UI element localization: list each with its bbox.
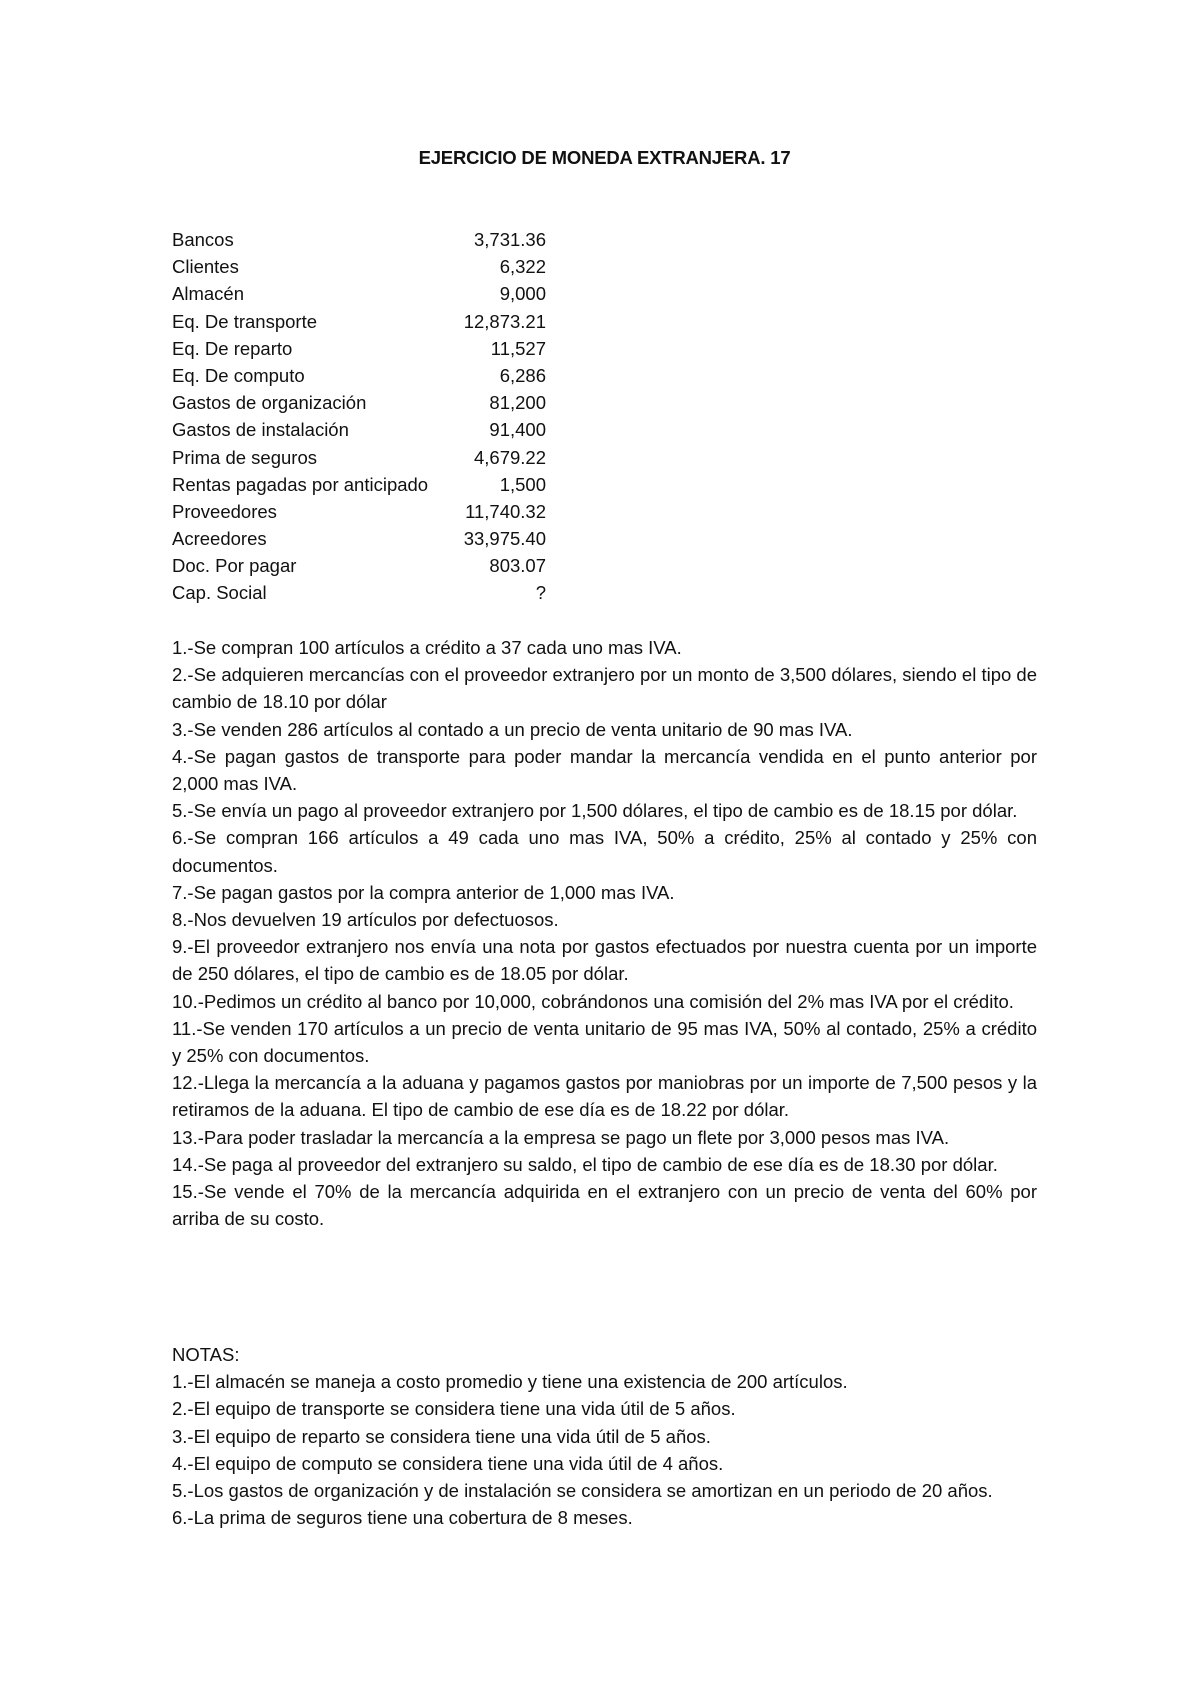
account-value: 11,527 [490,337,546,359]
exercise-item: 15.-Se vende el 70% de la mercancía adquirida en el extranjero con un precio de venta del 60% por arriba de su costo. [172,1181,1037,1230]
account-value: 803.07 [489,555,546,577]
note-item: 1.-El almacén se maneja a costo promedio y tiene una existencia de 200 artículos. [172,1371,848,1393]
account-name: Eq. De computo [172,364,305,386]
account-value: 6,286 [499,364,546,386]
exercise-item: 12.-Llega la mercancía a la aduana y pagamos gastos por maniobras por un importe de 7,500 pesos y la retiramos de la aduana. El tipo de cambio de ese día es de 18.22 por dólar. [172,1072,1037,1121]
account-row [172,253,592,280]
account-value: 91,400 [489,419,546,441]
account-value: 12,873.21 [463,310,546,332]
exercise-list [172,634,1037,1232]
account-value: 9,000 [499,283,546,305]
exercise-item: 13.-Para poder trasladar la mercancía a la empresa se pago un flete por 3,000 pesos mas IVA. [172,1126,950,1148]
account-value: ? [535,582,546,604]
account-row [172,362,592,389]
account-name: Rentas pagadas por anticipado [172,473,429,495]
note-item: 5.-Los gastos de organización y de instalación se considera se amortizan en un periodo de 20 años. [172,1480,993,1502]
account-row [172,226,592,253]
account-name: Gastos de organización [172,392,367,414]
account-row [172,280,592,307]
account-value: 11,740.32 [465,500,546,522]
account-name: Bancos [172,229,234,250]
exercise-item: 4.-Se pagan gastos de transporte para poder mandar la mercancía vendida en el punto anterior por 2,000 mas IVA. [172,745,1037,795]
account-name: Gastos de instalación [172,419,349,441]
account-name: Cap. Social [172,582,267,604]
account-value: 1,500 [499,473,546,495]
account-name: Proveedores [172,500,277,522]
account-value: 3,731.36 [473,229,546,250]
account-name: Clientes [172,256,239,278]
note-item: 2.-El equipo de transporte se considera tiene una vida útil de 5 años. [172,1398,736,1420]
account-row [172,525,592,552]
exercise-item: 6.-Se compran 166 artículos a 49 cada uno mas IVA, 50% a crédito, 25% al contado y 25% con documentos. [172,827,1037,876]
account-row [172,579,592,606]
exercise-item: 14.-Se paga al proveedor del extranjero su saldo, el tipo de cambio de ese día es de 18.30 por dólar. [172,1153,998,1175]
note-item: 6.-La prima de seguros tiene una cobertura de 8 meses. [172,1507,633,1529]
account-name: Almacén [172,283,244,305]
exercise-item: 1.-Se compran 100 artículos a crédito a 37 cada uno mas IVA. [172,637,682,658]
notes-section [172,1341,1037,1531]
accounts-list [172,226,592,607]
exercise-item: 10.-Pedimos un crédito al banco por 10,000, cobrándonos una comisión del 2% mas IVA por el crédito. [172,990,1014,1012]
exercise-item: 7.-Se pagan gastos por la compra anterior de 1,000 mas IVA. [172,881,675,903]
account-row [172,416,592,443]
account-row [172,471,592,498]
account-row [172,389,592,416]
exercise-item: 8.-Nos devuelven 19 artículos por defectuosos. [172,909,559,931]
account-value: 4,679.22 [473,446,546,468]
account-value: 6,322 [499,256,546,278]
account-row [172,335,592,362]
notes-heading: NOTAS: [172,1344,240,1365]
account-name: Eq. De transporte [172,310,317,332]
account-row [172,308,592,335]
account-name: Eq. De reparto [172,337,293,359]
account-value: 81,200 [489,392,546,414]
account-name: Doc. Por pagar [172,555,297,577]
exercise-item: 9.-El proveedor extranjero nos envía una nota por gastos efectuados por nuestra cuenta por un importe de 250 dólares, el tipo de cambio es de 18.05 por dólar. [172,936,1037,985]
account-value: 33,975.40 [463,528,546,550]
account-row [172,552,592,579]
account-name: Prima de seguros [172,446,317,468]
exercise-item: 2.-Se adquieren mercancías con el proveedor extranjero por un monto de 3,500 dólares, siendo el tipo de cambio de 18.10 por dólar [172,664,1037,713]
exercise-item: 3.-Se venden 286 artículos al contado a un precio de venta unitario de 90 mas IVA. [172,718,853,740]
note-item: 4.-El equipo de computo se considera tiene una vida útil de 4 años. [172,1452,724,1474]
exercise-item: 5.-Se envía un pago al proveedor extranjero por 1,500 dólares, el tipo de cambio es de 18.15 por dólar. [172,800,1018,822]
account-name: Acreedores [172,528,267,550]
exercise-item: 11.-Se venden 170 artículos a un precio de venta unitario de 95 mas IVA, 50% al contado, 25% a crédito y 25% con documentos. [172,1017,1037,1067]
account-row [172,444,592,471]
note-item: 3.-El equipo de reparto se considera tiene una vida útil de 5 años. [172,1425,711,1447]
page-title: EJERCICIO DE MONEDA EXTRANJERA. 17 [418,147,791,168]
account-row [172,498,592,525]
